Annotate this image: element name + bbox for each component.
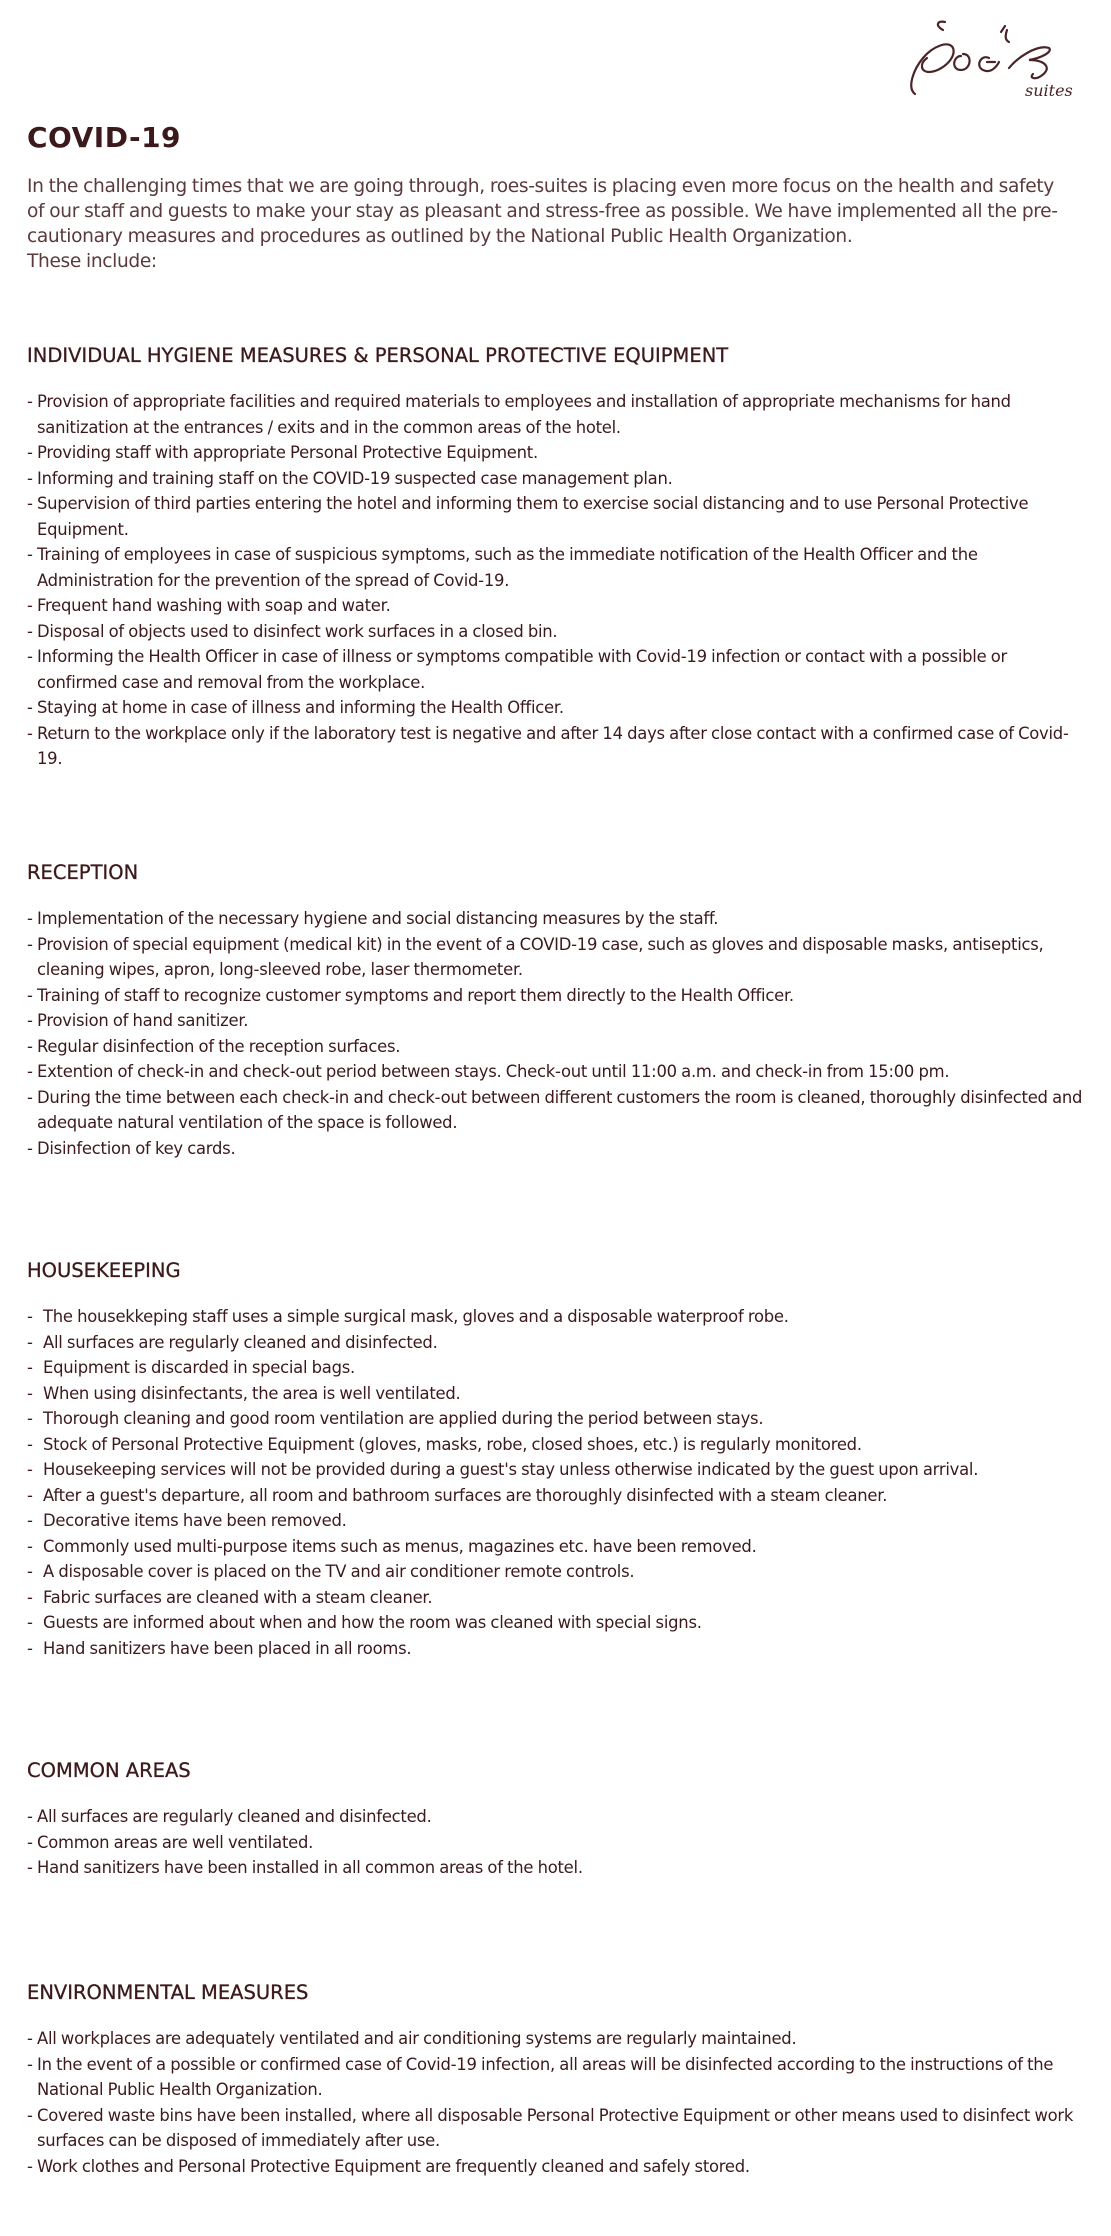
list-item [27, 1432, 1087, 1458]
bullet-dash: - [27, 494, 33, 513]
list-item [27, 1585, 1087, 1611]
bullet-list [27, 1304, 1087, 1661]
list-item [27, 721, 1087, 772]
bullet-dash: - [27, 647, 33, 666]
list-item [27, 542, 1087, 593]
list-item [27, 1636, 1087, 1662]
list-item [27, 983, 1087, 1009]
section-title: ENVIRONMENTAL MEASURES [27, 1981, 309, 2004]
section-hygiene [27, 343, 1087, 772]
list-item [27, 644, 1087, 695]
intro-line: In the challenging times that we are going through, roes-suites is placing even more focus on the health and safety [27, 176, 1054, 197]
bullet-dash: - [27, 1587, 33, 1607]
list-item-text: All surfaces are regularly cleaned and disinfected. [43, 1332, 438, 1352]
bullet-dash: - [27, 1409, 33, 1428]
bullet-dash: - [27, 621, 33, 641]
section-reception [27, 860, 1087, 1161]
list-item [27, 695, 1087, 721]
intro-paragraph [27, 174, 1087, 274]
list-item [27, 1406, 1087, 1432]
bullet-dash: - [27, 1613, 33, 1632]
list-item-text: Equipment is discarded in special bags. [43, 1358, 355, 1377]
intro-line: These include: [27, 251, 157, 272]
bullet-dash: - [27, 2054, 33, 2074]
list-item-text: Provision of special equipment (medical kit) in the event of a COVID-19 case, such as gloves and disposable masks, antiseptics, cleaning wipes, apron, long-sleeved robe, laser thermometer. [37, 934, 1044, 979]
list-item-text: Work clothes and Personal Protective Equipment are frequently cleaned and safely stored. [37, 2156, 750, 2176]
list-item-text: All surfaces are regularly cleaned and disinfected. [37, 1807, 432, 1826]
list-item [27, 2026, 1087, 2052]
section-environmental [27, 1980, 1087, 2179]
list-item [27, 1830, 1087, 1856]
bullet-dash: - [27, 909, 33, 928]
list-item-text: Disposal of objects used to disinfect work surfaces in a closed bin. [37, 621, 558, 641]
bullet-dash: - [27, 1485, 33, 1505]
list-item-text: The housekkeping staff uses a simple surgical mask, gloves and a disposable waterproof robe. [43, 1307, 789, 1326]
list-item-text: Training of staff to recognize customer symptoms and report them directly to the Health Officer. [37, 985, 794, 1005]
list-item-text: All workplaces are adequately ventilated and air conditioning systems are regularly maintained. [37, 2029, 797, 2048]
covid-policy-page [27, 118, 1087, 2176]
bullet-dash: - [27, 1460, 33, 1479]
page-title: COVID-19 [27, 121, 182, 154]
bullet-dash: - [27, 1562, 33, 1581]
list-item-text: Training of employees in case of suspicious symptoms, such as the immediate notification of the Health Officer and the Administration for the prevention of the spread of Covid-19. [37, 545, 978, 590]
list-item [27, 1085, 1087, 1136]
list-item-text: Informing and training staff on the COVID-19 suspected case management plan. [37, 468, 673, 488]
list-item [27, 2103, 1087, 2154]
list-item-text: Fabric surfaces are cleaned with a steam cleaner. [43, 1587, 433, 1607]
list-item [27, 1457, 1087, 1483]
list-item-text: Frequent hand washing with soap and water. [37, 596, 391, 615]
bullet-dash: - [27, 1434, 33, 1454]
bullet-dash: - [27, 596, 33, 615]
list-item [27, 932, 1087, 983]
bullet-dash: - [27, 468, 33, 488]
list-item-text: Commonly used multi-purpose items such as menus, magazines etc. have been removed. [43, 1536, 757, 1556]
list-item [27, 1008, 1087, 1034]
section-housekeeping [27, 1258, 1087, 1661]
list-item [27, 619, 1087, 645]
list-item [27, 491, 1087, 542]
list-item [27, 2154, 1087, 2180]
list-item [27, 389, 1087, 440]
list-item [27, 1804, 1087, 1830]
bullet-dash: - [27, 985, 33, 1005]
list-item [27, 1381, 1087, 1407]
bullet-dash: - [27, 2156, 33, 2176]
list-item-text: Common areas are well ventilated. [37, 1832, 314, 1852]
list-item [27, 1508, 1087, 1534]
bullet-dash: - [27, 1511, 33, 1530]
bullet-dash: - [27, 1011, 33, 1030]
bullet-dash: - [27, 2029, 33, 2048]
bullet-dash: - [27, 1858, 33, 1877]
list-item-text: Provision of hand sanitizer. [37, 1011, 249, 1030]
roes-suites-logo[interactable] [905, 18, 1085, 108]
bullet-dash: - [27, 1307, 33, 1326]
bullet-dash: - [27, 1807, 33, 1826]
list-item-text: Covered waste bins have been installed, where all disposable Personal Protective Equipment or other means used to disinfect work surfaces can be disposed of immediately after use. [37, 2105, 1074, 2150]
logo-subtext: suites [1025, 81, 1073, 100]
bullet-dash: - [27, 1358, 33, 1377]
bullet-dash: - [27, 545, 33, 564]
list-item-text: During the time between each check-in and check-out between different customers the room is cleaned, thoroughly disinfected and adequate natural ventilation of the space is followed. [37, 1087, 1083, 1132]
bullet-dash: - [27, 392, 33, 411]
list-item [27, 1034, 1087, 1060]
bullet-dash: - [27, 1087, 33, 1107]
list-item [27, 2052, 1087, 2103]
list-item [27, 440, 1087, 466]
list-item [27, 1610, 1087, 1636]
list-item-text: Extention of check-in and check-out period between stays. Check-out until 11:00 a.m. and check-in from 15:00 pm. [37, 1062, 950, 1081]
section-title: COMMON AREAS [27, 1759, 191, 1782]
list-item [27, 593, 1087, 619]
section-title: HOUSEKEEPING [27, 1259, 181, 1282]
bullet-list [27, 389, 1087, 772]
bullet-list [27, 2026, 1087, 2179]
bullet-dash: - [27, 1638, 33, 1658]
bullet-list [27, 906, 1087, 1161]
list-item-text: Provision of appropriate facilities and required materials to employees and installation of appropriate mechanisms for hand sanitization at the entrances / exits and in the common areas of the hotel. [37, 392, 1011, 437]
bullet-dash: - [27, 1332, 33, 1352]
list-item [27, 1559, 1087, 1585]
section-title: INDIVIDUAL HYGIENE MEASURES & PERSONAL PROTECTIVE EQUIPMENT [27, 344, 729, 367]
intro-line: cautionary measures and procedures as outlined by the National Public Health Organization. [27, 226, 853, 247]
list-item-text: Return to the workplace only if the laboratory test is negative and after 14 days after close contact with a confirmed case of Covid-19. [37, 723, 1069, 768]
bullet-dash: - [27, 934, 33, 954]
list-item-text: In the event of a possible or confirmed case of Covid-19 infection, all areas will be disinfected according to the instructions of the National Public Health Organization. [37, 2054, 1054, 2099]
list-item-text: When using disinfectants, the area is well ventilated. [43, 1383, 461, 1403]
bullet-dash: - [27, 698, 33, 717]
bullet-dash: - [27, 1536, 33, 1556]
bullet-dash: - [27, 2105, 33, 2125]
list-item-text: Implementation of the necessary hygiene and social distancing measures by the staff. [37, 909, 719, 928]
list-item [27, 906, 1087, 932]
list-item-text: A disposable cover is placed on the TV and air conditioner remote controls. [43, 1562, 635, 1581]
bullet-dash: - [27, 443, 33, 462]
list-item-text: Hand sanitizers have been placed in all rooms. [43, 1638, 412, 1658]
list-item-text: Supervision of third parties entering the hotel and informing them to exercise social distancing and to use Personal Protective Equipment. [37, 494, 1029, 539]
bullet-dash: - [27, 1036, 33, 1056]
section-title: RECEPTION [27, 861, 139, 884]
list-item [27, 1136, 1087, 1162]
logo-script-icon [905, 18, 1085, 108]
list-item-text: Staying at home in case of illness and informing the Health Officer. [37, 698, 564, 717]
list-item [27, 1483, 1087, 1509]
list-item [27, 1355, 1087, 1381]
bullet-dash: - [27, 1383, 33, 1403]
list-item [27, 1059, 1087, 1085]
bullet-dash: - [27, 1138, 33, 1158]
section-common-areas [27, 1758, 1087, 1881]
list-item-text: Hand sanitizers have been installed in all common areas of the hotel. [37, 1858, 583, 1877]
list-item-text: Stock of Personal Protective Equipment (gloves, masks, robe, closed shoes, etc.) is regularly monitored. [43, 1434, 862, 1454]
list-item [27, 466, 1087, 492]
list-item-text: Informing the Health Officer in case of illness or symptoms compatible with Covid-19 infection or contact with a possible or confirmed case and removal from the workplace. [37, 647, 1008, 692]
list-item-text: Regular disinfection of the reception surfaces. [37, 1036, 401, 1056]
list-item [27, 1534, 1087, 1560]
bullet-dash: - [27, 723, 33, 743]
list-item-text: Guests are informed about when and how the room was cleaned with special signs. [43, 1613, 702, 1632]
list-item-text: Thorough cleaning and good room ventilation are applied during the period between stays. [43, 1409, 764, 1428]
bullet-list [27, 1804, 1087, 1881]
list-item-text: Providing staff with appropriate Personal Protective Equipment. [37, 443, 538, 462]
list-item [27, 1855, 1087, 1881]
list-item-text: Disinfection of key cards. [37, 1138, 236, 1158]
list-item [27, 1330, 1087, 1356]
list-item-text: After a guest's departure, all room and bathroom surfaces are thoroughly disinfected with a steam cleaner. [43, 1485, 888, 1505]
bullet-dash: - [27, 1062, 33, 1081]
list-item [27, 1304, 1087, 1330]
list-item-text: Housekeeping services will not be provided during a guest's stay unless otherwise indicated by the guest upon arrival. [43, 1460, 979, 1479]
list-item-text: Decorative items have been removed. [43, 1511, 347, 1530]
intro-line: of our staff and guests to make your stay as pleasant and stress-free as possible. We have implemented all the pre- [27, 201, 1058, 222]
bullet-dash: - [27, 1832, 33, 1852]
